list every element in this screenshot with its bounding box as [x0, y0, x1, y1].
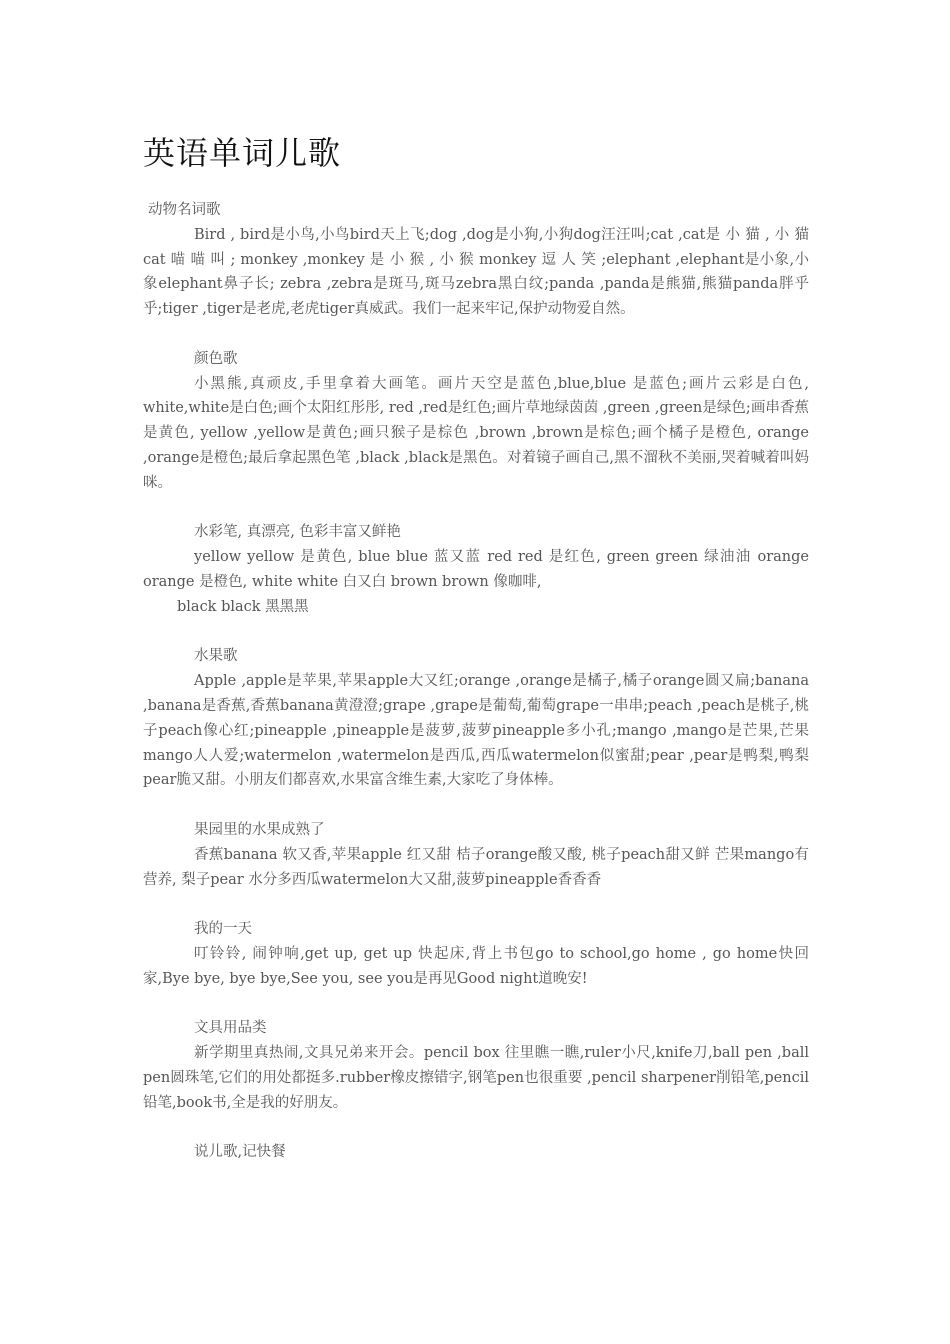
section-paragraph: Bird , bird是小鸟,小鸟bird天上飞;dog ,dog是小狗,小狗dog汪汪叫;cat ,cat是 小 猫 , 小 猫 cat 喵 喵 叫 ; monkey ,monkey 是 小 猴 , 小 猴 monkey 逗 人 笑 ;elephant ,elephant是小象,小象elephant鼻子长; zebra ,zebra是斑马,斑马zebra黑白纹;panda ,panda是熊猫,熊猫panda胖乎乎;tiger ,tiger是老虎,老虎tiger真威武。我们一起来牢记,保护动物爱自然。: [143, 226, 809, 318]
section-title: 颜色歌: [194, 350, 238, 367]
section-fruits: [143, 644, 809, 793]
section-paragraph: 叮铃铃, 闹钟响,get up, get up 快起床,背上书包go to school,go home , go home快回家,Bye bye, bye bye,See you, see you是再见Good night道晚安!: [143, 945, 809, 987]
section-paragraph: 新学期里真热闹,文具兄弟来开会。pencil box 往里瞧一瞧,ruler小尺,knife刀,ball pen ,ball pen圆珠笔,它们的用处都挺多.rubber橡皮擦错字,钢笔pen也很重要 ,pencil sharpener削铅笔,pencil铅笔,book书,全是我的好朋友。: [143, 1045, 809, 1111]
document-body: [143, 198, 809, 1165]
section-title: 果园里的水果成熟了: [194, 821, 325, 838]
section-title: 水果歌: [194, 648, 238, 665]
section-title: 我的一天: [194, 921, 252, 938]
section-title: 文具用品类: [194, 1020, 267, 1037]
section-paragraph: 香蕉banana 软又香,苹果apple 红又甜 桔子orange酸又酸, 桃子peach甜又鲜 芒果mango有营养, 梨子pear 水分多西瓜watermelon大又甜,菠萝pineapple香香香: [143, 846, 809, 888]
page-title: 英语单词儿歌: [143, 134, 342, 172]
section-stationery: [143, 1016, 809, 1115]
section-title: 水彩笔, 真漂亮, 色彩丰富又鲜艳: [194, 524, 401, 541]
section-paragraph: yellow yellow 是黄色, blue blue 蓝又蓝 red red 是红色, green green 绿油油 orange orange 是橙色, white white 白又白 brown brown 像咖啡,: [143, 549, 809, 590]
section-my-day: [143, 917, 809, 991]
section-title: 说儿歌,记快餐: [194, 1144, 286, 1161]
section-paragraph: Apple ,apple是苹果,苹果apple大又红;orange ,orange是橘子,橘子orange圆又扁;banana ,banana是香蕉,香蕉banana黄澄澄;grape ,grape是葡萄,葡萄grape一串串;peach ,peach是桃子,桃子peach像心红;pineapple ,pineapple是菠萝,菠萝pineapple多小孔;mango ,mango是芒果,芒果mango人人爱;watermelon ,watermelon是西瓜,西瓜watermelon似蜜甜;pear ,pear是鸭梨,鸭梨pear脆又甜。小朋友们都喜欢,水果富含维生素,大家吃了身体棒。: [143, 673, 809, 789]
section-paragraph: 小黑熊,真顽皮,手里拿着大画笔。画片天空是蓝色,blue,blue 是蓝色;画片云彩是白色, white,white是白色;画个太阳红彤彤, red ,red是红色;画片草地绿茵茵 ,green ,green是绿色;画串香蕉是黄色, yellow ,yellow是黄色;画只猴子是棕色 ,brown ,brown是棕色;画个橘子是橙色, orange ,orange是橙色;最后拿起黑色笔 ,black ,black是黑色。对着镜子画自己,黑不溜秋不美丽,哭着喊着叫妈咪。: [143, 375, 809, 491]
section-title: 动物名词歌: [148, 202, 221, 218]
section-colors: [143, 347, 809, 496]
section-animals: [143, 198, 809, 322]
section-watercolor-pens: [143, 520, 809, 619]
section-fast-food: [143, 1140, 809, 1165]
section-paragraph-tail: black black 黑黑黑: [177, 598, 309, 615]
section-orchard: [143, 818, 809, 892]
